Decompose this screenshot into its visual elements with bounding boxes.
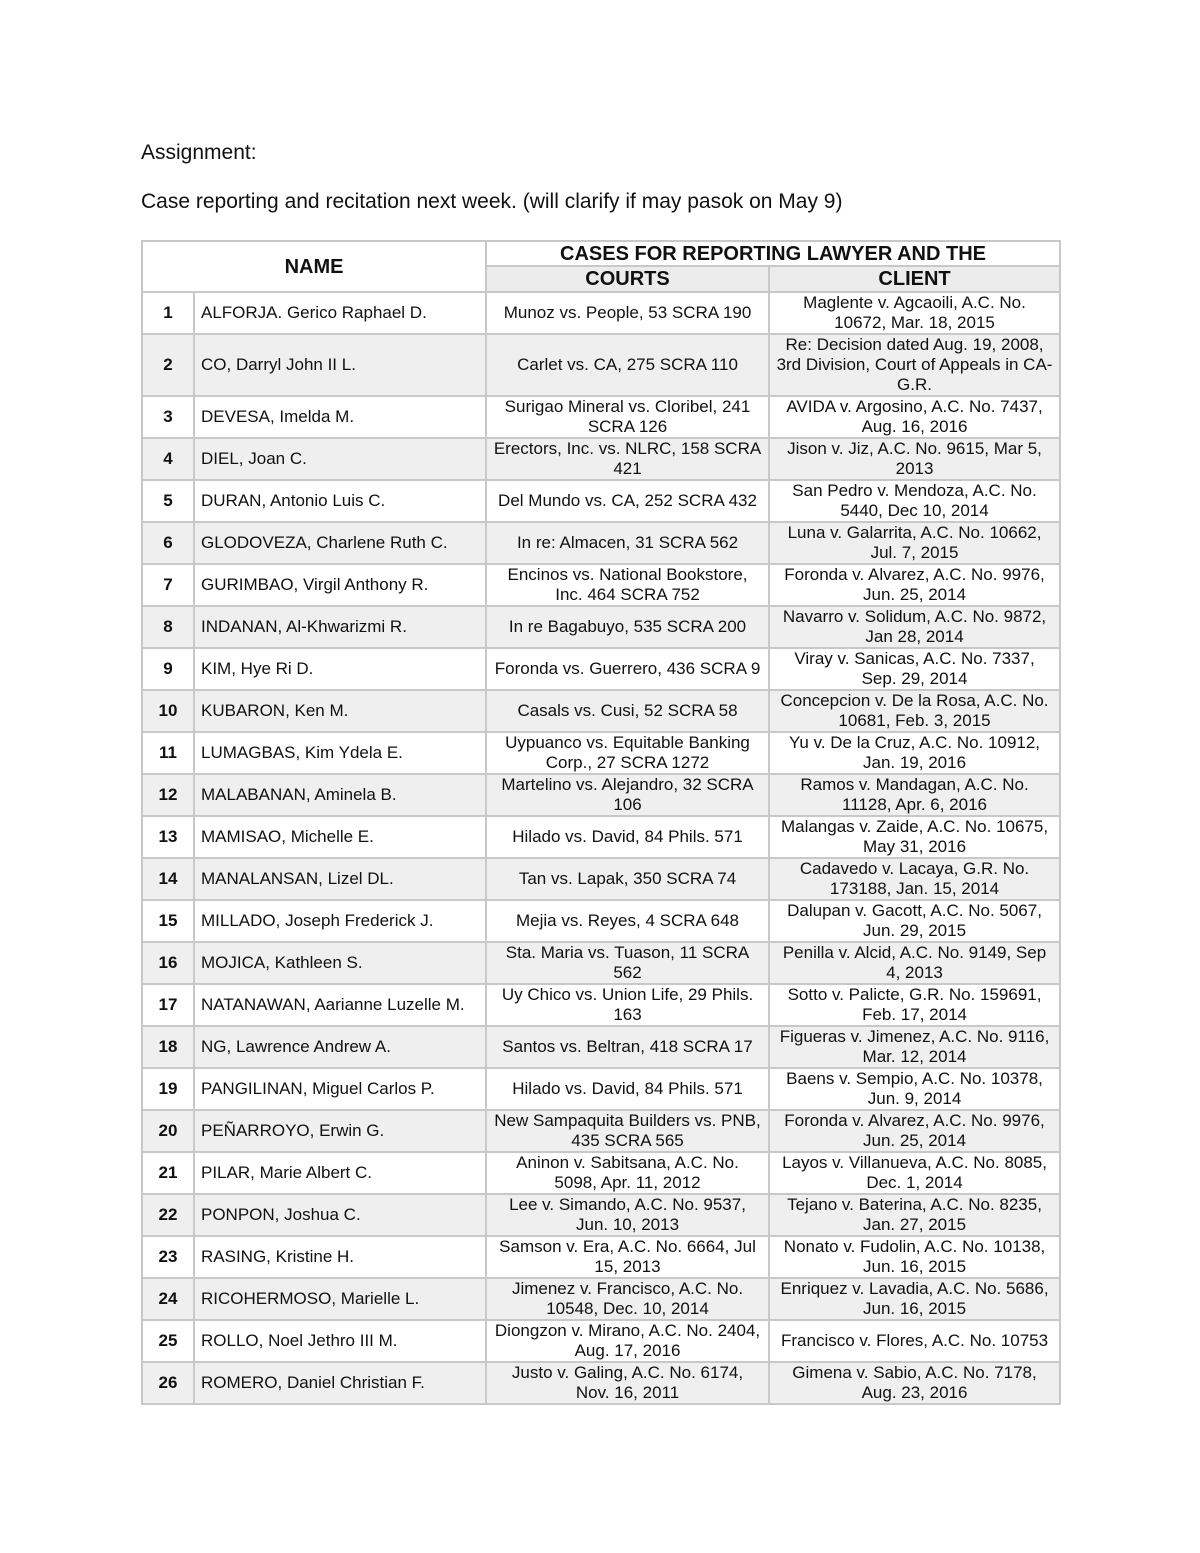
student-name: MANALANSAN, Lizel DL. bbox=[194, 858, 486, 900]
court-case: Justo v. Galing, A.C. No. 6174, Nov. 16, 2011 bbox=[486, 1362, 769, 1404]
student-name: NATANAWAN, Aarianne Luzelle M. bbox=[194, 984, 486, 1026]
row-number: 24 bbox=[142, 1278, 194, 1320]
table-row bbox=[142, 1026, 1060, 1068]
row-number: 20 bbox=[142, 1110, 194, 1152]
header-name: NAME bbox=[142, 241, 486, 292]
client-case: AVIDA v. Argosino, A.C. No. 7437, Aug. 16, 2016 bbox=[769, 396, 1060, 438]
table-header bbox=[142, 241, 1060, 292]
court-case: Santos vs. Beltran, 418 SCRA 17 bbox=[486, 1026, 769, 1068]
table-row bbox=[142, 648, 1060, 690]
client-case: Luna v. Galarrita, A.C. No. 10662, Jul. 7, 2015 bbox=[769, 522, 1060, 564]
court-case: Surigao Mineral vs. Cloribel, 241 SCRA 126 bbox=[486, 396, 769, 438]
client-case: Sotto v. Palicte, G.R. No. 159691, Feb. 17, 2014 bbox=[769, 984, 1060, 1026]
row-number: 17 bbox=[142, 984, 194, 1026]
row-number: 2 bbox=[142, 334, 194, 396]
court-case: Uypuanco vs. Equitable Banking Corp., 27 SCRA 1272 bbox=[486, 732, 769, 774]
table-row bbox=[142, 292, 1060, 334]
student-name: ALFORJA. Gerico Raphael D. bbox=[194, 292, 486, 334]
court-case: Carlet vs. CA, 275 SCRA 110 bbox=[486, 334, 769, 396]
table-row bbox=[142, 732, 1060, 774]
client-case: Baens v. Sempio, A.C. No. 10378, Jun. 9, 2014 bbox=[769, 1068, 1060, 1110]
row-number: 21 bbox=[142, 1152, 194, 1194]
row-number: 25 bbox=[142, 1320, 194, 1362]
client-case: Layos v. Villanueva, A.C. No. 8085, Dec. 1, 2014 bbox=[769, 1152, 1060, 1194]
client-case: Nonato v. Fudolin, A.C. No. 10138, Jun. 16, 2015 bbox=[769, 1236, 1060, 1278]
row-number: 9 bbox=[142, 648, 194, 690]
court-case: Erectors, Inc. vs. NLRC, 158 SCRA 421 bbox=[486, 438, 769, 480]
court-case: Jimenez v. Francisco, A.C. No. 10548, Dec. 10, 2014 bbox=[486, 1278, 769, 1320]
table-row bbox=[142, 1068, 1060, 1110]
table-row bbox=[142, 334, 1060, 396]
court-case: Uy Chico vs. Union Life, 29 Phils. 163 bbox=[486, 984, 769, 1026]
client-case: Penilla v. Alcid, A.C. No. 9149, Sep 4, 2013 bbox=[769, 942, 1060, 984]
table-row bbox=[142, 1194, 1060, 1236]
header-cases-group: CASES FOR REPORTING LAWYER AND THE bbox=[486, 241, 1060, 266]
court-case: Foronda vs. Guerrero, 436 SCRA 9 bbox=[486, 648, 769, 690]
student-name: RASING, Kristine H. bbox=[194, 1236, 486, 1278]
client-case: Francisco v. Flores, A.C. No. 10753 bbox=[769, 1320, 1060, 1362]
row-number: 7 bbox=[142, 564, 194, 606]
client-case: Gimena v. Sabio, A.C. No. 7178, Aug. 23, 2016 bbox=[769, 1362, 1060, 1404]
court-case: Munoz vs. People, 53 SCRA 190 bbox=[486, 292, 769, 334]
student-name: LUMAGBAS, Kim Ydela E. bbox=[194, 732, 486, 774]
row-number: 10 bbox=[142, 690, 194, 732]
client-case: Tejano v. Baterina, A.C. No. 8235, Jan. 27, 2015 bbox=[769, 1194, 1060, 1236]
student-name: KUBARON, Ken M. bbox=[194, 690, 486, 732]
row-number: 8 bbox=[142, 606, 194, 648]
court-case: Casals vs. Cusi, 52 SCRA 58 bbox=[486, 690, 769, 732]
table-row bbox=[142, 396, 1060, 438]
assignment-note: Case reporting and recitation next week. (will clarify if may pasok on May 9) bbox=[141, 190, 843, 213]
row-number: 14 bbox=[142, 858, 194, 900]
row-number: 5 bbox=[142, 480, 194, 522]
table-row bbox=[142, 1362, 1060, 1404]
row-number: 18 bbox=[142, 1026, 194, 1068]
table-row bbox=[142, 522, 1060, 564]
table-body bbox=[142, 292, 1060, 1404]
court-case: Aninon v. Sabitsana, A.C. No. 5098, Apr. 11, 2012 bbox=[486, 1152, 769, 1194]
student-name: ROLLO, Noel Jethro III M. bbox=[194, 1320, 486, 1362]
student-name: PANGILINAN, Miguel Carlos P. bbox=[194, 1068, 486, 1110]
table-row bbox=[142, 564, 1060, 606]
row-number: 22 bbox=[142, 1194, 194, 1236]
client-case: Dalupan v. Gacott, A.C. No. 5067, Jun. 29, 2015 bbox=[769, 900, 1060, 942]
student-name: RICOHERMOSO, Marielle L. bbox=[194, 1278, 486, 1320]
table-row bbox=[142, 438, 1060, 480]
row-number: 16 bbox=[142, 942, 194, 984]
client-case: Foronda v. Alvarez, A.C. No. 9976, Jun. 25, 2014 bbox=[769, 564, 1060, 606]
client-case: Yu v. De la Cruz, A.C. No. 10912, Jan. 19, 2016 bbox=[769, 732, 1060, 774]
table-row bbox=[142, 816, 1060, 858]
court-case: Tan vs. Lapak, 350 SCRA 74 bbox=[486, 858, 769, 900]
student-name: NG, Lawrence Andrew A. bbox=[194, 1026, 486, 1068]
table-row bbox=[142, 1278, 1060, 1320]
table-row bbox=[142, 1236, 1060, 1278]
client-case: Cadavedo v. Lacaya, G.R. No. 173188, Jan. 15, 2014 bbox=[769, 858, 1060, 900]
table-row bbox=[142, 774, 1060, 816]
row-number: 26 bbox=[142, 1362, 194, 1404]
court-case: Diongzon v. Mirano, A.C. No. 2404, Aug. 17, 2016 bbox=[486, 1320, 769, 1362]
row-number: 13 bbox=[142, 816, 194, 858]
student-name: MILLADO, Joseph Frederick J. bbox=[194, 900, 486, 942]
student-name: DURAN, Antonio Luis C. bbox=[194, 480, 486, 522]
row-number: 6 bbox=[142, 522, 194, 564]
court-case: Hilado vs. David, 84 Phils. 571 bbox=[486, 1068, 769, 1110]
table-row bbox=[142, 1152, 1060, 1194]
client-case: Foronda v. Alvarez, A.C. No. 9976, Jun. 25, 2014 bbox=[769, 1110, 1060, 1152]
table-row bbox=[142, 942, 1060, 984]
table-row bbox=[142, 1110, 1060, 1152]
client-case: Figueras v. Jimenez, A.C. No. 9116, Mar. 12, 2014 bbox=[769, 1026, 1060, 1068]
student-name: PONPON, Joshua C. bbox=[194, 1194, 486, 1236]
row-number: 12 bbox=[142, 774, 194, 816]
row-number: 19 bbox=[142, 1068, 194, 1110]
table-row bbox=[142, 690, 1060, 732]
table-row bbox=[142, 900, 1060, 942]
client-case: Viray v. Sanicas, A.C. No. 7337, Sep. 29, 2014 bbox=[769, 648, 1060, 690]
student-name: GURIMBAO, Virgil Anthony R. bbox=[194, 564, 486, 606]
court-case: Hilado vs. David, 84 Phils. 571 bbox=[486, 816, 769, 858]
row-number: 3 bbox=[142, 396, 194, 438]
court-case: In re Bagabuyo, 535 SCRA 200 bbox=[486, 606, 769, 648]
student-name: PEÑARROYO, Erwin G. bbox=[194, 1110, 486, 1152]
client-case: Ramos v. Mandagan, A.C. No. 11128, Apr. 6, 2016 bbox=[769, 774, 1060, 816]
client-case: Concepcion v. De la Rosa, A.C. No. 10681, Feb. 3, 2015 bbox=[769, 690, 1060, 732]
student-name: PILAR, Marie Albert C. bbox=[194, 1152, 486, 1194]
header-client: CLIENT bbox=[769, 266, 1060, 292]
client-case: Maglente v. Agcaoili, A.C. No. 10672, Mar. 18, 2015 bbox=[769, 292, 1060, 334]
table-row bbox=[142, 858, 1060, 900]
client-case: Enriquez v. Lavadia, A.C. No. 5686, Jun. 16, 2015 bbox=[769, 1278, 1060, 1320]
table-row bbox=[142, 984, 1060, 1026]
student-name: MALABANAN, Aminela B. bbox=[194, 774, 486, 816]
court-case: New Sampaquita Builders vs. PNB, 435 SCRA 565 bbox=[486, 1110, 769, 1152]
row-number: 4 bbox=[142, 438, 194, 480]
student-name: ROMERO, Daniel Christian F. bbox=[194, 1362, 486, 1404]
client-case: Re: Decision dated Aug. 19, 2008, 3rd Division, Court of Appeals in CA-G.R. bbox=[769, 334, 1060, 396]
student-name: MOJICA, Kathleen S. bbox=[194, 942, 486, 984]
row-number: 23 bbox=[142, 1236, 194, 1278]
table-row bbox=[142, 480, 1060, 522]
table-row bbox=[142, 1320, 1060, 1362]
assignment-heading: Assignment: bbox=[141, 141, 257, 164]
table-row bbox=[142, 606, 1060, 648]
court-case: In re: Almacen, 31 SCRA 562 bbox=[486, 522, 769, 564]
row-number: 1 bbox=[142, 292, 194, 334]
client-case: Navarro v. Solidum, A.C. No. 9872, Jan 28, 2014 bbox=[769, 606, 1060, 648]
court-case: Lee v. Simando, A.C. No. 9537, Jun. 10, 2013 bbox=[486, 1194, 769, 1236]
court-case: Samson v. Era, A.C. No. 6664, Jul 15, 2013 bbox=[486, 1236, 769, 1278]
student-name: KIM, Hye Ri D. bbox=[194, 648, 486, 690]
student-name: DEVESA, Imelda M. bbox=[194, 396, 486, 438]
student-name: DIEL, Joan C. bbox=[194, 438, 486, 480]
client-case: Malangas v. Zaide, A.C. No. 10675, May 31, 2016 bbox=[769, 816, 1060, 858]
court-case: Del Mundo vs. CA, 252 SCRA 432 bbox=[486, 480, 769, 522]
row-number: 11 bbox=[142, 732, 194, 774]
case-assignment-table bbox=[141, 240, 1061, 1405]
header-courts: COURTS bbox=[486, 266, 769, 292]
student-name: MAMISAO, Michelle E. bbox=[194, 816, 486, 858]
student-name: GLODOVEZA, Charlene Ruth C. bbox=[194, 522, 486, 564]
court-case: Martelino vs. Alejandro, 32 SCRA 106 bbox=[486, 774, 769, 816]
student-name: CO, Darryl John II L. bbox=[194, 334, 486, 396]
row-number: 15 bbox=[142, 900, 194, 942]
client-case: Jison v. Jiz, A.C. No. 9615, Mar 5, 2013 bbox=[769, 438, 1060, 480]
court-case: Mejia vs. Reyes, 4 SCRA 648 bbox=[486, 900, 769, 942]
student-name: INDANAN, Al-Khwarizmi R. bbox=[194, 606, 486, 648]
court-case: Sta. Maria vs. Tuason, 11 SCRA 562 bbox=[486, 942, 769, 984]
client-case: San Pedro v. Mendoza, A.C. No. 5440, Dec 10, 2014 bbox=[769, 480, 1060, 522]
court-case: Encinos vs. National Bookstore, Inc. 464 SCRA 752 bbox=[486, 564, 769, 606]
